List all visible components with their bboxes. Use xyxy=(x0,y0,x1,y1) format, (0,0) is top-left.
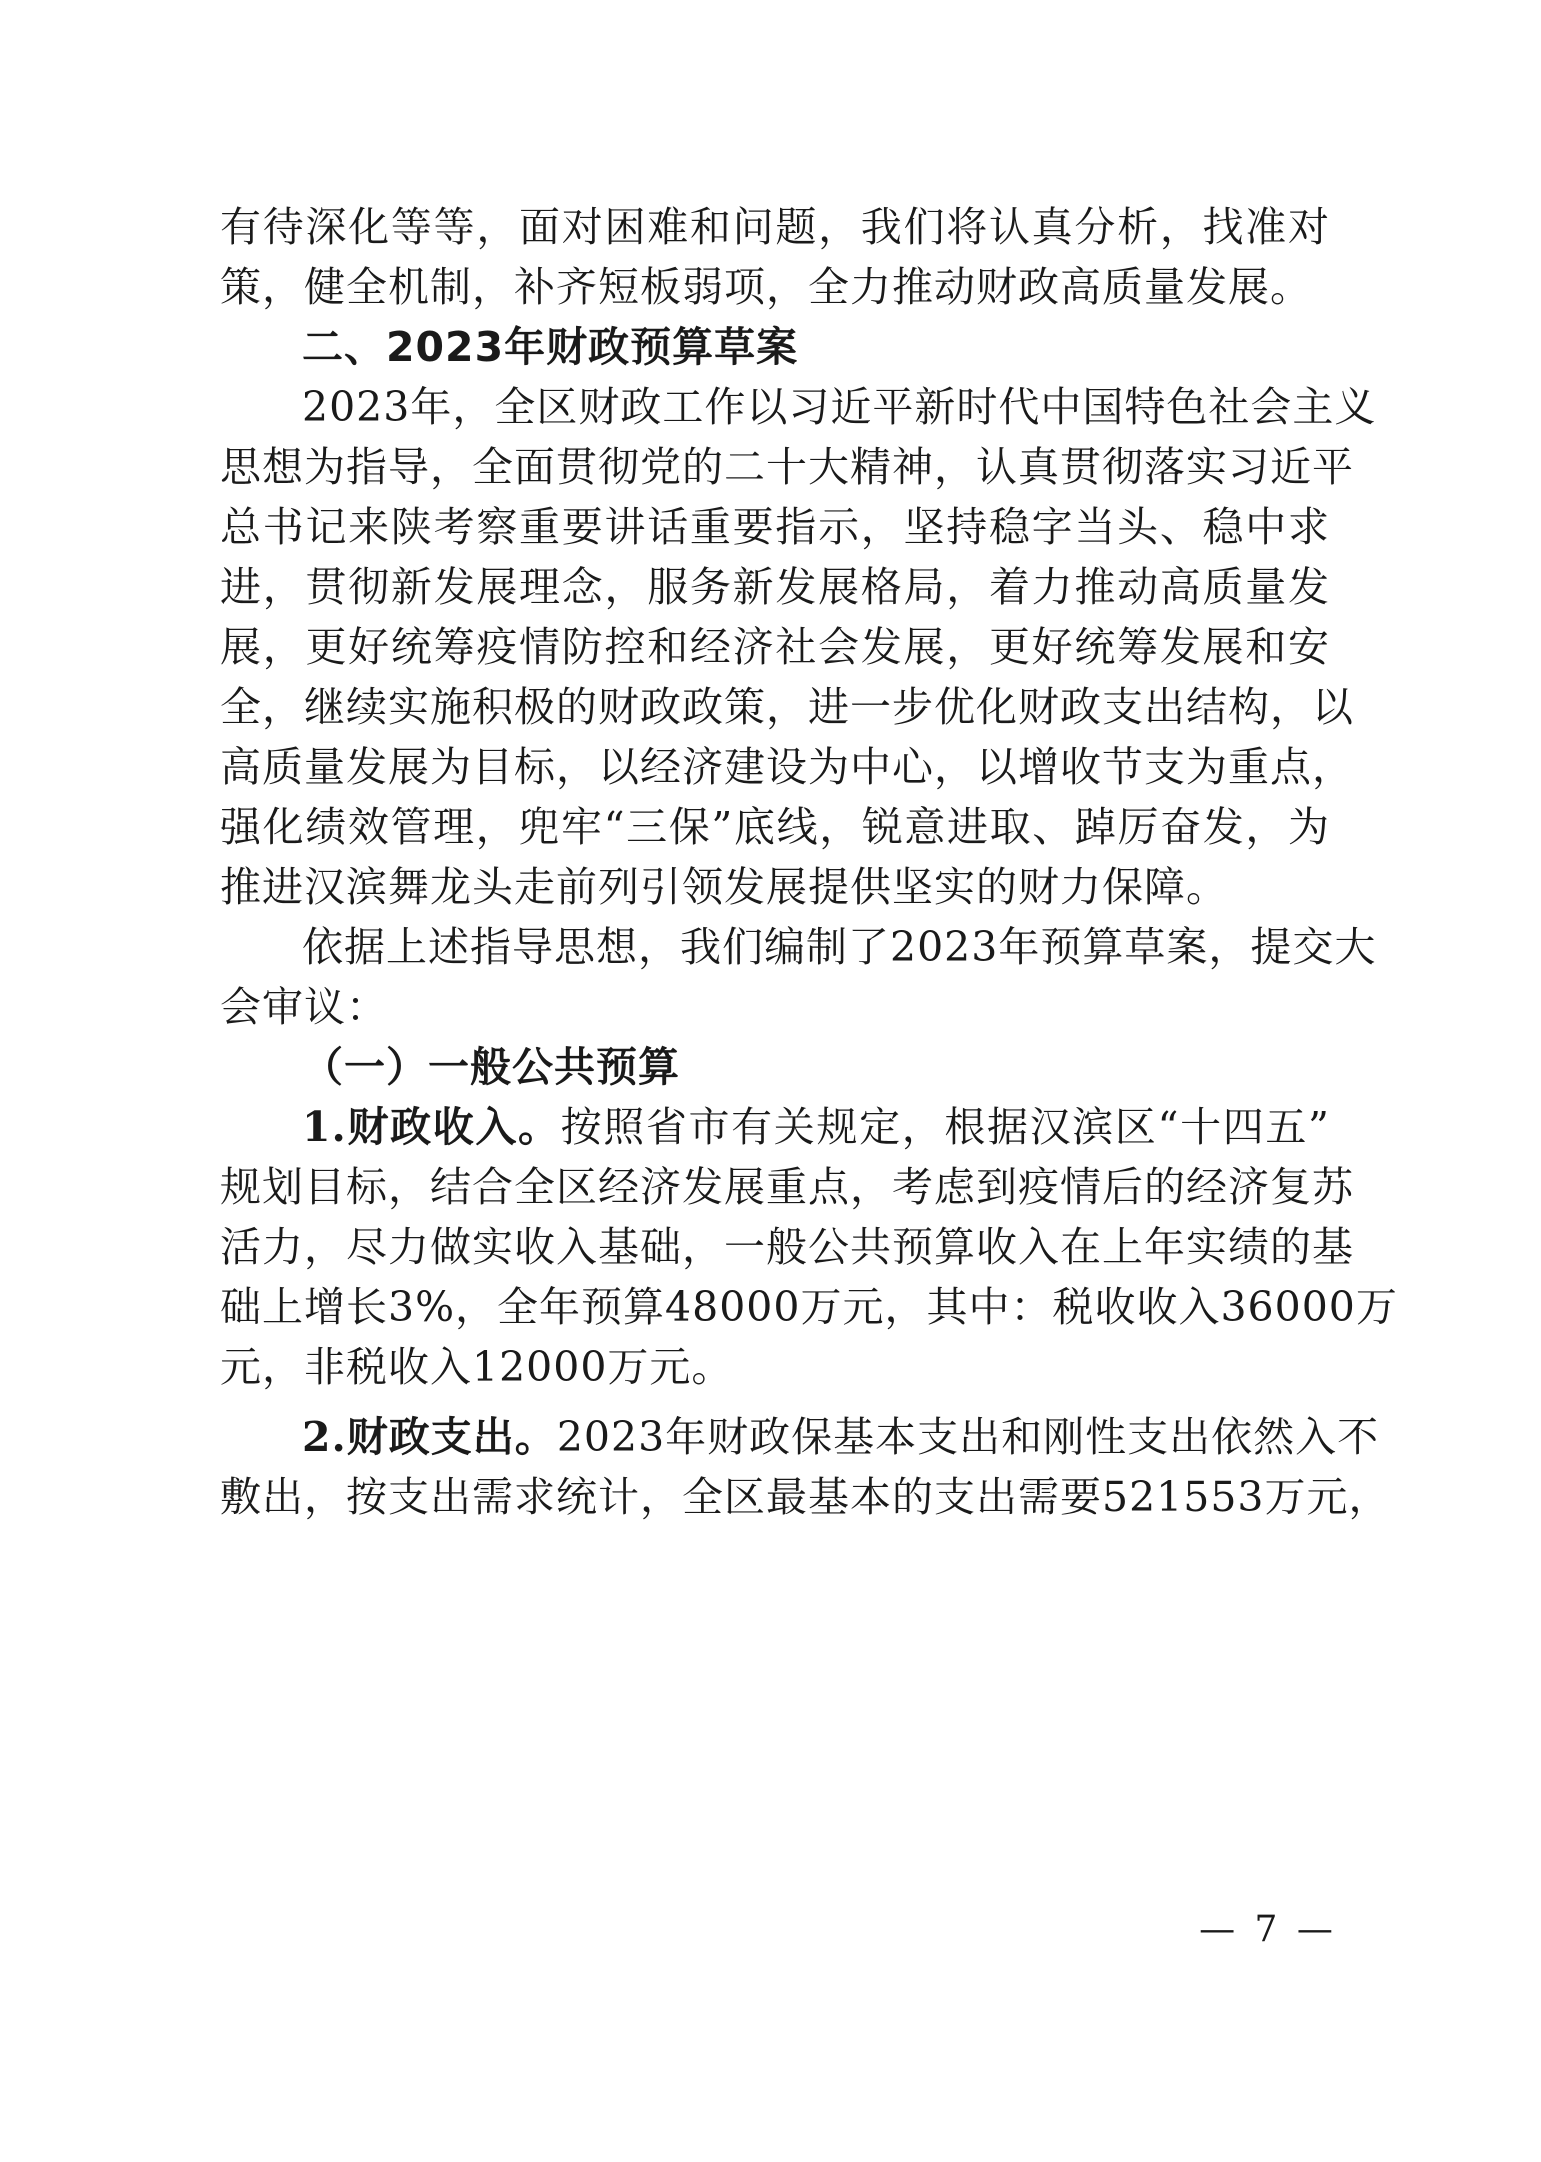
paragraph-line: 有待深化等等，面对困难和问题，我们将认真分析，找准对 xyxy=(220,203,1330,251)
paragraph-line xyxy=(302,1407,1380,1467)
paragraph-line: 总书记来陕考察重要讲话重要指示，坚持稳字当头、稳中求 xyxy=(220,503,1330,551)
paragraph-line: 展，更好统筹疫情防控和经济社会发展，更好统筹发展和安 xyxy=(220,623,1330,671)
paragraph-line: 会审议： xyxy=(220,983,388,1031)
subsection-heading: （一）一般公共预算 xyxy=(302,1043,680,1091)
section-heading: 二、2023年财政预算草案 xyxy=(302,323,799,371)
paragraph-line: 推进汉滨舞龙头走前列引领发展提供坚实的财力保障。 xyxy=(220,863,1228,911)
paragraph-line: 全，继续实施积极的财政政策，进一步优化财政支出结构，以 xyxy=(220,683,1354,731)
paragraph-line: 规划目标，结合全区经济发展重点，考虑到疫情后的经济复苏 xyxy=(220,1163,1354,1211)
paragraph-line: 敷出，按支出需求统计，全区最基本的支出需要521553万元， xyxy=(220,1473,1391,1521)
paragraph-line: 活力，尽力做实收入基础，一般公共预算收入在上年实绩的基 xyxy=(220,1223,1354,1271)
paragraph-line: 进，贯彻新发展理念，服务新发展格局，着力推动高质量发 xyxy=(220,563,1330,611)
paragraph-line: 高质量发展为目标，以经济建设为中心，以增收节支为重点， xyxy=(220,743,1354,791)
paragraph-line: 2023年，全区财政工作以习近平新时代中国特色社会主义 xyxy=(302,383,1377,431)
item-lead: 1.财政收入。 xyxy=(302,1103,561,1151)
paragraph-line: 思想为指导，全面贯彻党的二十大精神，认真贯彻落实习近平 xyxy=(220,443,1354,491)
paragraph-line xyxy=(302,1097,1330,1157)
paragraph-line: 础上增长3%，全年预算48000万元，其中：税收收入36000万 xyxy=(220,1283,1398,1331)
item-text: 按照省市有关规定，根据汉滨区“十四五” xyxy=(560,1103,1330,1151)
page-number: — 7 — xyxy=(1199,1909,1337,1950)
paragraph-line: 策，健全机制，补齐短板弱项，全力推动财政高质量发展。 xyxy=(220,263,1312,311)
paragraph-line: 强化绩效管理，兜牢“三保”底线，锐意进取、踔厉奋发，为 xyxy=(220,803,1330,851)
paragraph-line: 元，非税收入12000万元。 xyxy=(220,1343,734,1391)
paragraph-line: 依据上述指导思想，我们编制了2023年预算草案，提交大 xyxy=(302,923,1377,971)
item-lead: 2.财政支出。 xyxy=(302,1413,557,1461)
item-text: 2023年财政保基本支出和刚性支出依然入不 xyxy=(556,1413,1380,1461)
